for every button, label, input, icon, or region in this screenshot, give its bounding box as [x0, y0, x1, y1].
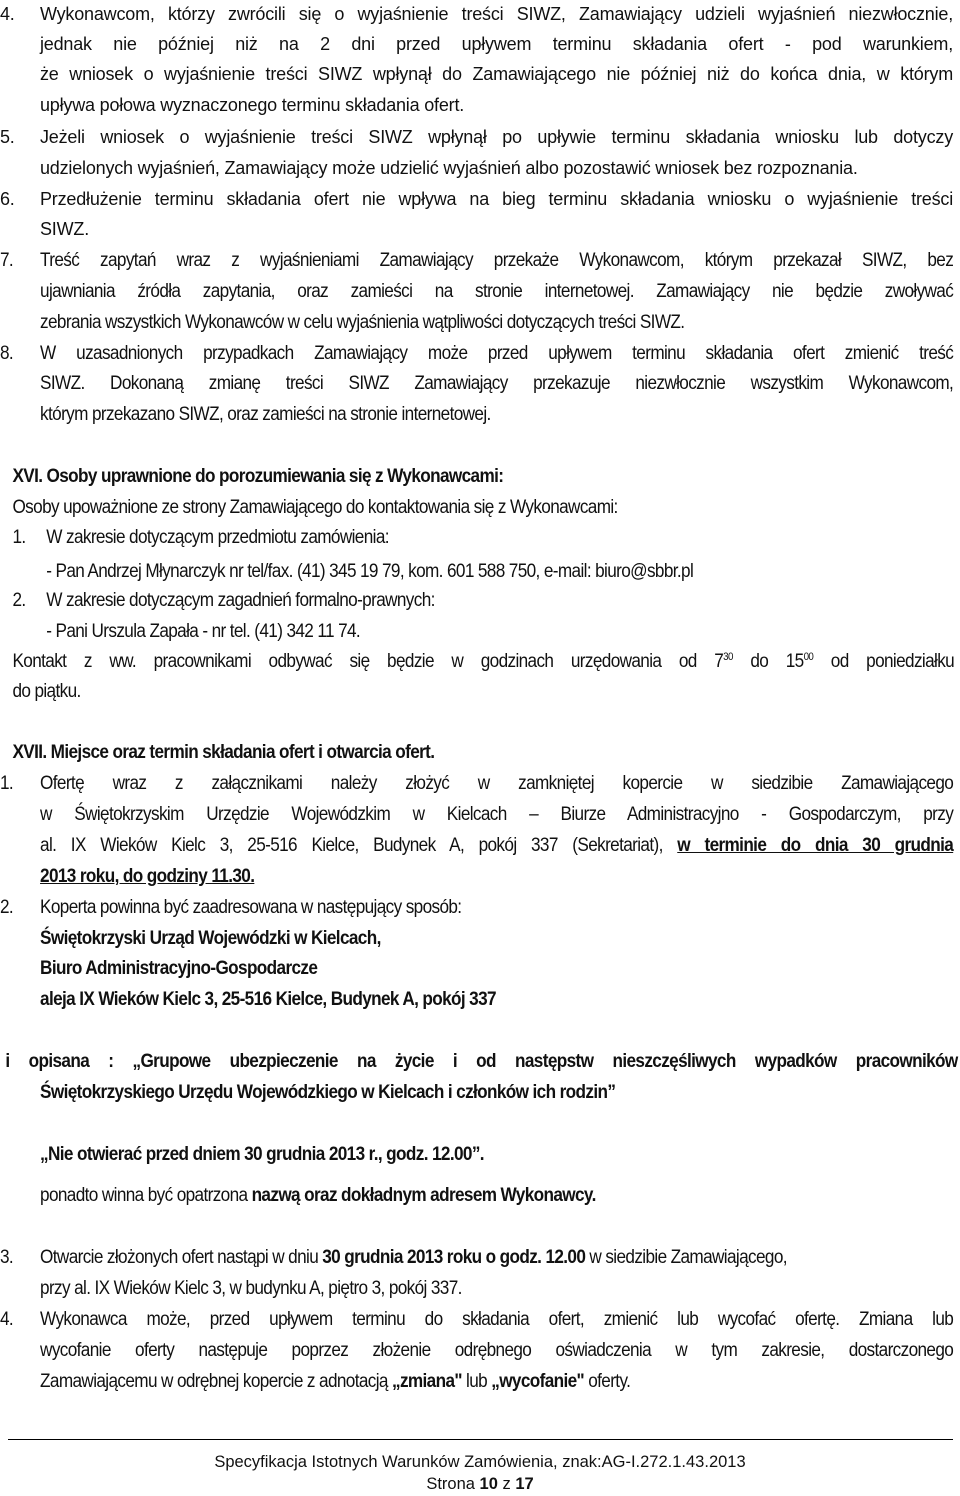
paragraph-line: SIWZ. Dokonaną zmianę treści SIWZ Zamawiający przekazuje niezwłocznie wszystkim Wykonawcom,: [40, 373, 954, 394]
page-number: Strona 10 z 17: [426, 1475, 534, 1493]
paragraph-line: jednak nie później niż na 2 dni przed upływem terminu składania ofert - pod warunkiem,: [40, 34, 953, 54]
paragraph-line: Osoby upoważnione ze strony Zamawiającego do kontaktowania się z Wykonawcami:: [12, 497, 618, 518]
paragraph-line: którym przekazano SIWZ, oraz zamieści na stronie internetowej.: [40, 404, 491, 425]
paragraph-line: ujawniania źródła zapytania, oraz zamieści na stronie internetowej. Zamawiający nie będzie zwoływać: [40, 281, 954, 302]
paragraph-line: W zakresie dotyczącym zagadnień formalno-prawnych:: [46, 590, 435, 611]
address-line: Świętokrzyski Urząd Wojewódzki w Kielcach,: [40, 928, 381, 949]
paragraph-line: Przedłużenie terminu składania ofert nie wpływa na bieg terminu składania wniosku o wyjaśnienie treści: [40, 189, 953, 209]
paragraph-line: upływa połowa wyznaczonego terminu składania ofert.: [40, 95, 465, 115]
paragraph-line: Treść zapytań wraz z wyjaśnieniami Zamawiający przekaże Wykonawcom, którym przekazał SIWZ, bez: [40, 250, 954, 271]
paragraph-line: ponadto winna być opatrzona nazwą oraz dokładnym adresem Wykonawcy.: [40, 1185, 596, 1206]
do-not-open-notice: „Nie otwierać przed dniem 30 grudnia 2013 r., godz. 12.00”.: [40, 1144, 484, 1165]
list-number: 1.: [12, 527, 26, 548]
footer-divider: [8, 1439, 953, 1440]
paragraph-line: W uzasadnionych przypadkach Zamawiający może przed upływem terminu składania ofert zmienić treść: [40, 343, 954, 364]
address-line: Biuro Administracyjno-Gospodarcze: [40, 958, 318, 979]
deadline-text: 2013 roku, do godziny 11.30.: [40, 866, 255, 887]
section-heading-xvii: XVII. Miejsce oraz termin składania ofert i otwarcia ofert.: [12, 742, 435, 763]
list-number: 5.: [0, 127, 15, 147]
list-number: 7.: [0, 250, 14, 271]
paragraph-line: Zamawiającemu w odrębnej kopercie z adnotacją „zmiana" lub „wycofanie" oferty.: [40, 1371, 631, 1392]
envelope-description: i opisana : „Grupowe ubezpieczenie na życie i od następstw nieszczęśliwych wypadków pracowników: [5, 1051, 958, 1072]
paragraph-line: Koperta powinna być zaadresowana w następujący sposób:: [40, 897, 462, 918]
footer-spec: Specyfikacja Istotnych Warunków Zamówienia, znak:AG-I.272.1.43.2013: [214, 1453, 746, 1471]
list-number: 4.: [0, 4, 15, 24]
paragraph-line: zebrania wszystkich Wykonawców w celu wyjaśnienia wątpliwości dotyczących treści SIWZ.: [40, 312, 685, 333]
address-line: aleja IX Wieków Kielc 3, 25-516 Kielce, Budynek A, pokój 337: [40, 989, 496, 1010]
list-number: 3.: [0, 1247, 14, 1268]
envelope-description: Świętokrzyskiego Urzędu Wojewódzkiego w Kielcach i członków ich rodzin”: [40, 1082, 616, 1103]
paragraph-line: udzielonych wyjaśnień, Zamawiający może udzielić wyjaśnień albo pozostawić wniosek bez rozpoznania.: [40, 158, 858, 178]
paragraph-line: że wniosek o wyjaśnienie treści SIWZ wpłynął do Zamawiającego nie później niż do końca dnia, w którym: [40, 64, 953, 84]
list-number: 6.: [0, 189, 15, 209]
list-number: 1.: [0, 773, 14, 794]
paragraph-line: W zakresie dotyczącym przedmiotu zamówienia:: [46, 527, 389, 548]
paragraph-line: do piątku.: [12, 681, 81, 702]
paragraph-line: w Świętokrzyskim Urzędzie Wojewódzkim w Kielcach – Biurze Administracyjno - Gospodarczym, przy: [40, 804, 954, 825]
list-number: 8.: [0, 343, 14, 364]
paragraph-line: SIWZ.: [40, 219, 89, 239]
list-number: 2.: [0, 897, 14, 918]
deadline-text: w terminie do dnia 30 grudnia: [677, 835, 954, 856]
paragraph-line: Wykonawcom, którzy zwrócili się o wyjaśnienie treści SIWZ, Zamawiający udzieli wyjaśnień niezwłocznie,: [40, 4, 953, 24]
paragraph-line: przy al. IX Wieków Kielc 3, w budynku A, piętro 3, pokój 337.: [40, 1278, 462, 1299]
list-number: 2.: [12, 590, 26, 611]
paragraph-line: Kontakt z ww. pracownikami odbywać się będzie w godzinach urzędowania od $7^{30}$ do $15^{00}$ od poniedziałku: [12, 651, 955, 672]
paragraph-line: Jeżeli wniosek o wyjaśnienie treści SIWZ wpłynął po upływie terminu składania wniosku lub dotyczy: [40, 127, 953, 147]
paragraph-line: Wykonawca może, przed upływem terminu do składania ofert, zmienić lub wycofać ofertę. Zmiana lub: [40, 1309, 954, 1330]
contact-person-line: - Pan Andrzej Młynarczyk nr tel/fax. (41) 345 19 79, kom. 601 588 750, e-mail: biuro@sbbr.pl: [46, 561, 694, 582]
section-heading-xvi: XVI. Osoby uprawnione do porozumiewania się z Wykonawcami:: [12, 466, 504, 487]
paragraph-line: wycofanie oferty następuje poprzez złożenie odrębnego oświadczenia w tym zakresie, dostarczonego: [40, 1340, 954, 1361]
paragraph-line: Ofertę wraz z załącznikami należy złożyć w zamkniętej kopercie w siedzibie Zamawiającego: [40, 773, 954, 794]
contact-person-line: - Pani Urszula Zapała - nr tel. (41) 342 11 74.: [46, 621, 361, 642]
list-number: 4.: [0, 1309, 14, 1330]
paragraph-line: Otwarcie złożonych ofert nastąpi w dniu 30 grudnia 2013 roku o godz. 12.00 w siedzibie Zamawiającego,: [40, 1247, 787, 1268]
paragraph-line: al. IX Wieków Kielc 3, 25-516 Kielce, Budynek A, pokój 337 (Sekretariat), w terminie do dnia 30 grudnia: [40, 835, 954, 856]
